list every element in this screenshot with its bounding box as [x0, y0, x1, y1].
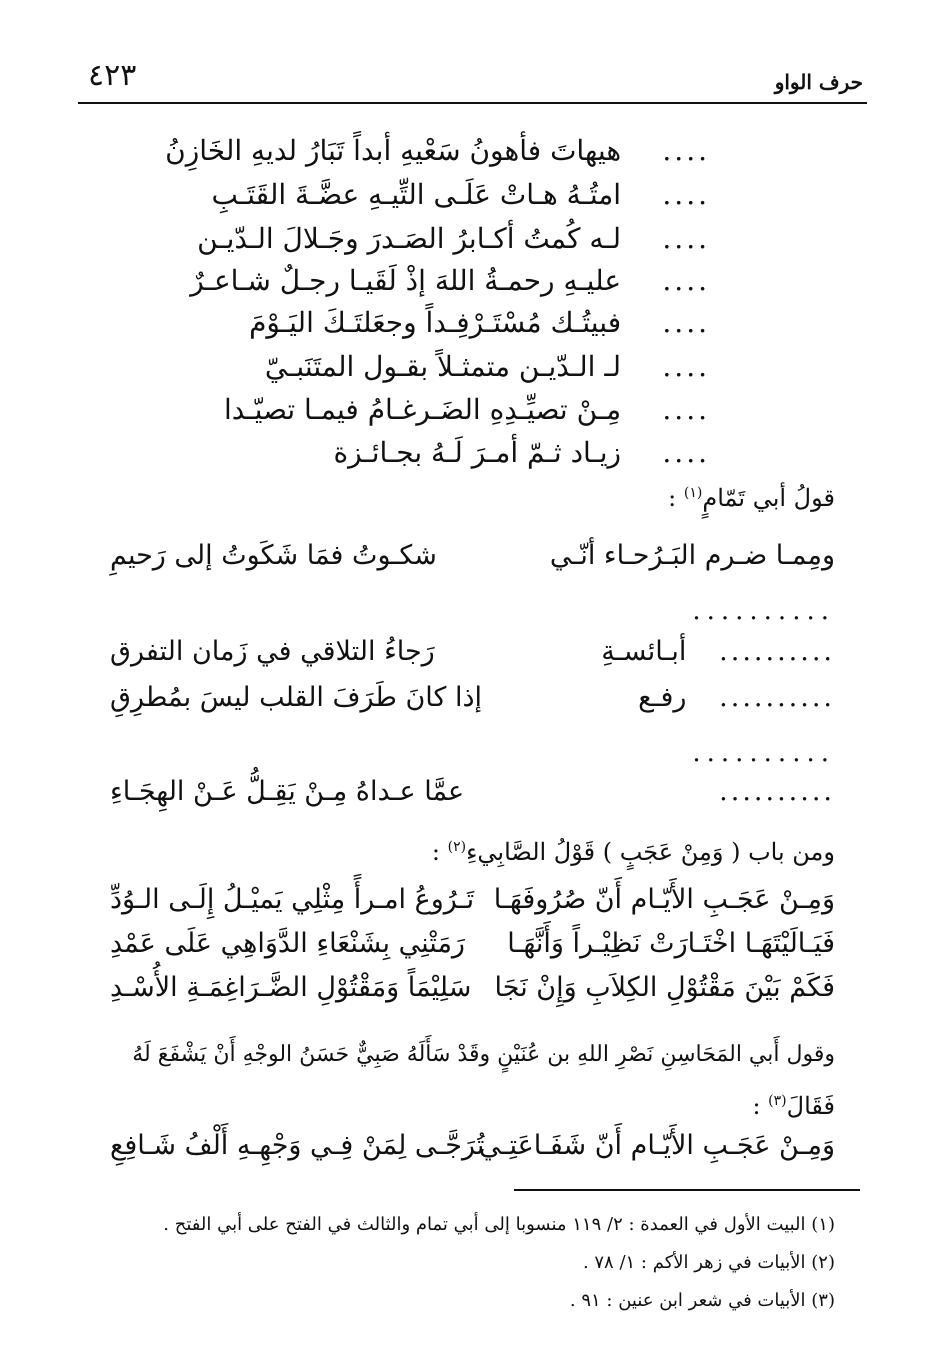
hemistich-first: .......... أبـائسـةِ	[601, 636, 835, 667]
hemistich-first: وَمِـنْ عَجَـبِ الأَيّـام أَنّ صُرُوفَهَـا	[493, 884, 835, 915]
ellipsis: ..........	[692, 738, 835, 768]
intro-abu-tammam: قولُ أبي تَمّامٍ$^{(١)}$ :	[668, 484, 835, 512]
verse-pair	[110, 972, 835, 1016]
ellipsis: ....	[662, 393, 710, 426]
hemistich-first: ومِمـا ضـرم البَـرُحـاء أنّـي	[549, 540, 835, 571]
hemistich-second: تَـرُوعُ امـرأً مِثْلِي يَميْـلُ إِلَـى الـوُدِّ	[110, 884, 475, 915]
hemistich-first: ..........	[719, 776, 835, 807]
verse-line: .... زيـاد ثـمّ أمـرَ لَـهُ بجـائـزة	[333, 436, 710, 469]
intro-sabi: ومن باب ( وَمِنْ عَجَبٍ ) قَوْلُ الصَّابِيءِ$^{(٢)}$ :	[431, 838, 835, 866]
ellipsis: ..........	[692, 596, 835, 626]
hemistich-second: عمَّا عـداهُ مِـنْ يَقِـلُّ عَـنْ الهِجَـاءِ	[110, 776, 465, 807]
section-title: حرف الواو	[774, 70, 863, 94]
page-header	[78, 58, 867, 104]
ellipsis: ....	[662, 222, 710, 255]
hemistich-second: سَلِيْمَاً وَمَقْتُوْلِ الضَّـرَاغِمَـةِ الأُسْـدِ	[110, 972, 472, 1003]
verse-line: .... لـ الـدّيـن متمثـلاً بقـول المتَنَبـيّ	[264, 350, 710, 383]
intro-abu-mahasin: وقول أَبي المَحَاسِنِ نَصْرِ اللهِ بن عُنَيْنٍ وقَدْ سَأَلَهُ صَبِيٌّ حَسَنُ الوجْهِ أَنْ يَشْفَعَ لَهُ فَقَالَ$^{(٣)}$ :	[132, 1042, 835, 1120]
hemistich-second: شكـوتُ فمَا شَكَوتُ إلى رَحيمِ	[110, 540, 437, 571]
verse-pair	[110, 776, 835, 820]
hemistich-first: فَيَـالَيْتَهَـا اخْتَـارَتْ نَظِيْـراً وَأَنَّهَـا	[507, 928, 835, 959]
hemistich-second: إذا كانَ طَرَفَ القلب ليسَ بمُطرِقِ	[110, 682, 482, 713]
ellipsis: ....	[662, 134, 710, 167]
verse-line: .... هيهاتَ فأهونُ سَعْيهِ أبداً تَبَارُ لديهِ الخَازِنُ	[165, 134, 710, 167]
verse-pair	[110, 928, 835, 972]
footnote: (١) البيت الأول في العمدة : ٢/ ١١٩ منسوبا إلى أبي تمام والثالث في الفتح على أبي الفتح .	[163, 1214, 835, 1235]
footnote-ref: (٢)	[447, 839, 467, 855]
verse-line: .... لـه كُمتُ أكـابرُ الصَـدرَ وجَـلالَ الـدّيـن	[197, 222, 710, 255]
verse-pair	[110, 682, 835, 726]
verse-line: .... امتُـهُ هـاتْ عَلَـى التِّيـهِ عضَّـةَ القَتَـبِ	[211, 178, 710, 211]
hemistich-second: تُرَجَّـى لِمَنْ فِـي وَجْهِـهِ أَلْفُ شَـافِعِ	[110, 1130, 485, 1161]
footnote: (٢) الأبيات في زهر الأكم : ١/ ٧٨ .	[582, 1252, 835, 1273]
hemistich-first: وَمِـنْ عَجَـبِ الأَيّـام أَنّ شَفَـاعَتِـي	[479, 1130, 835, 1161]
ellipsis: ....	[662, 264, 710, 297]
footnote-separator	[514, 1189, 860, 1191]
ellipsis: ....	[662, 306, 710, 339]
verse-pair	[110, 1130, 835, 1174]
verse-pair	[110, 636, 835, 680]
verse-line: .... عليـهِ رحمـةُ اللهَ إذْ لَقَيـا رجـلٌ شـاعـرٌ	[190, 264, 710, 297]
verse-pair	[110, 884, 835, 928]
footnote: (٣) الأبيات في شعر ابن عنين : ٩١ .	[569, 1290, 835, 1311]
ellipsis: ....	[662, 350, 710, 383]
page-number: ٤٢٣	[88, 58, 137, 93]
verse-pair	[110, 540, 835, 584]
hemistich-second: رَجاءُ التلاقي في زَمان التفرق	[110, 636, 435, 667]
verse-line: .... مِـنْ تصيِّـدِهِ الضَـرغـامُ فيمـا تصيّـدا	[223, 393, 710, 426]
footnote-ref: (١)	[683, 485, 703, 501]
footnote-ref: (٣)	[768, 1093, 787, 1109]
hemistich-second: رَمَتْنِي بِشَنْعَاءِ الدَّوَاهِي عَلَى عَمْدِ	[110, 928, 465, 959]
hemistich-first: فَكَمْ بَيْنَ مَقْتُوْلِ الكِلاَبِ وَإِنْ نَجَا	[494, 972, 835, 1003]
verse-line: .... فبيتُـك مُسْتَـرْفِـداً وجعَلتَـكَ اليَـوْمَ	[249, 306, 710, 339]
hemistich-first: .......... رفـع	[638, 682, 835, 713]
ellipsis: ....	[662, 436, 710, 469]
ellipsis: ....	[662, 178, 710, 211]
